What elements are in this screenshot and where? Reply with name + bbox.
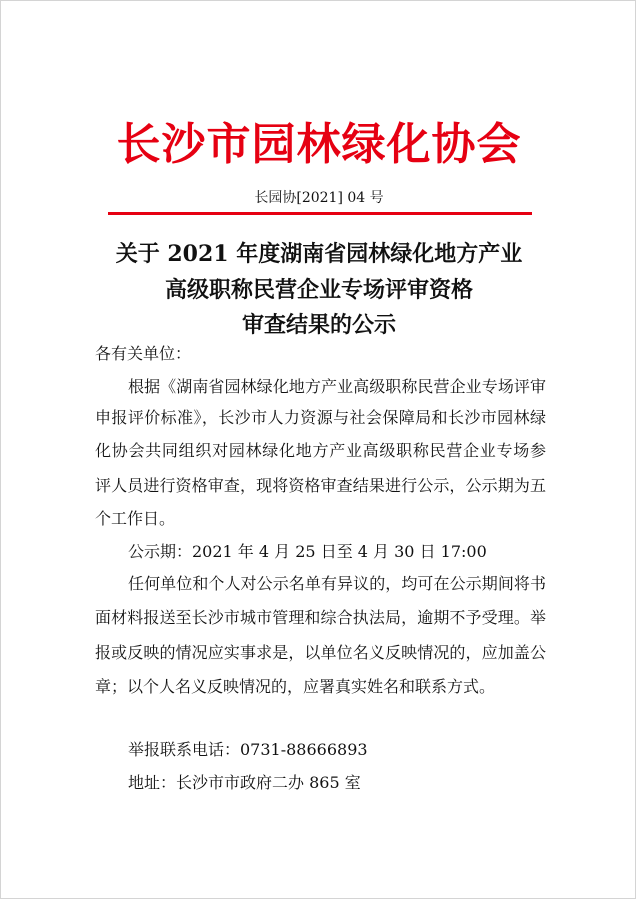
paragraph-1-line: 评人员进行资格审查，现将资格审查结果进行公示，公示期为五	[95, 476, 546, 495]
paragraph-2-line: 面材料报送至长沙市城市管理和综合执法局，逾期不予受理。举	[95, 608, 546, 627]
paragraph-2-line: 报或反映的情况应实事求是，以单位名义反映情况的，应加盖公	[95, 643, 546, 662]
paragraph-1-line: 根据《湖南省园林绿化地方产业高级职称民营企业专场评审	[128, 377, 546, 396]
paragraph-1-line: 申报评价标准》，长沙市人力资源与社会保障局和长沙市园林绿	[95, 408, 546, 427]
document-title-line-1: 关于 2021 年度湖南省园林绿化地方产业	[115, 241, 523, 267]
document-title-line-2: 高级职称民营企业专场评审资格	[164, 277, 473, 303]
contact-address: 地址：长沙市市政府二办 865 室	[128, 773, 361, 792]
salutation: 各有关单位：	[95, 344, 192, 363]
document-title-line-3: 审查结果的公示	[241, 312, 396, 338]
paragraph-2-line: 章；以个人名义反映情况的，应署真实姓名和联系方式。	[95, 677, 496, 696]
paragraph-2-line: 任何单位和个人对公示名单有异议的，均可在公示期间将书	[128, 574, 546, 593]
document-number: 长园协[2021] 04 号	[254, 190, 384, 206]
publicity-period: 公示期：2021 年 4 月 25 日至 4 月 30 日 17:00	[128, 542, 487, 561]
paragraph-1-line: 化协会共同组织对园林绿化地方产业高级职称民营企业专场参	[95, 441, 546, 460]
paragraph-1-line: 个工作日。	[95, 509, 176, 528]
report-phone: 举报联系电话：0731-88666893	[128, 740, 368, 759]
red-header-divider	[108, 212, 532, 215]
organization-name-header: 长沙市园林绿化协会	[116, 119, 522, 170]
